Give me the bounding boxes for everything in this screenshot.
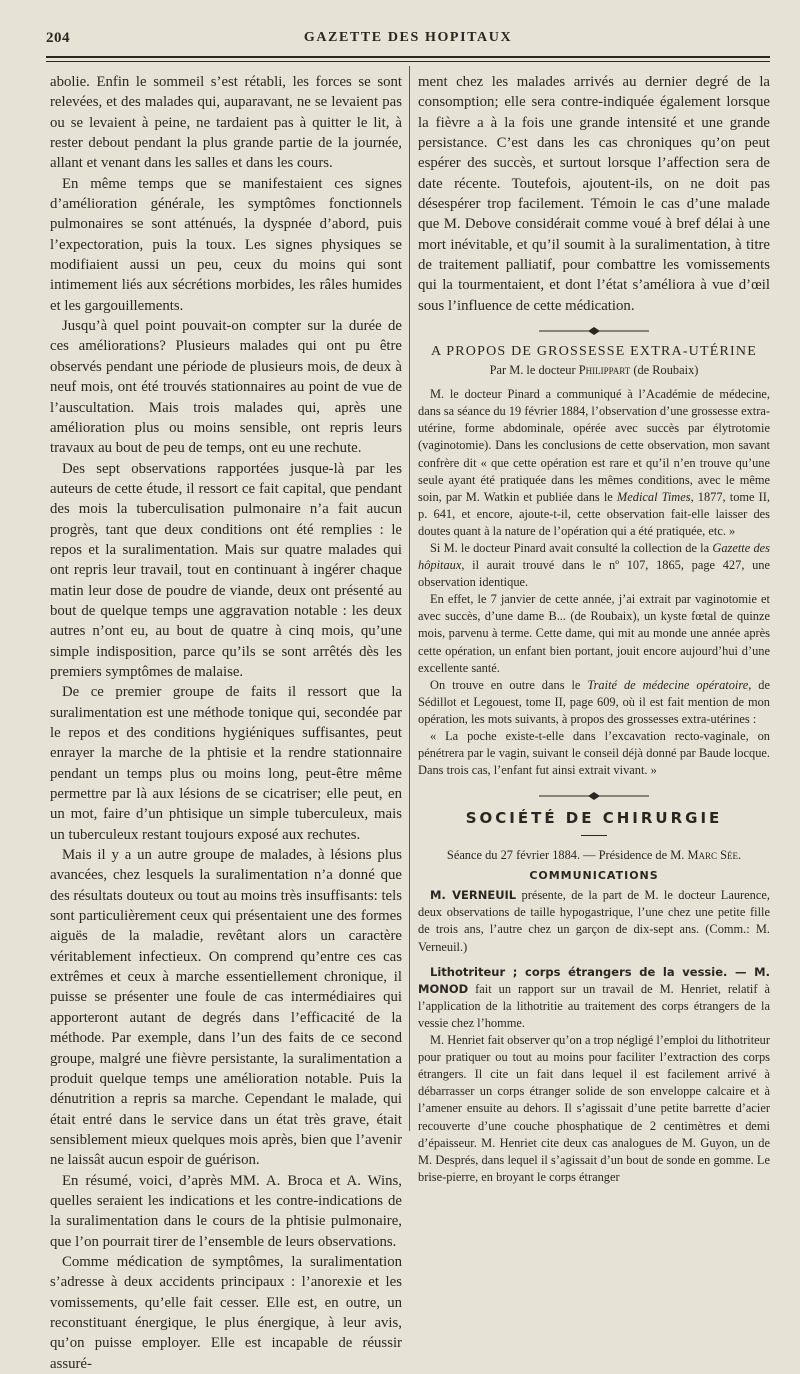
paragraph: abolie. Enfin le sommeil s’est rétabli, les forces se sont relevées, et des malades qui, auparavant, ne se levaient pas ou se levaient à peine, ne tardaient pas à quitter le lit, à rester debout pendant la plus grande partie de la journée, allant et venant dans les salles et dans les cours. — [50, 74, 402, 172]
paragraph: De ce premier groupe de faits il ressort que la suralimentation est une méthode tonique qui, secondée par le repos et des conditions hygiéniques suffisantes, peut enrayer la marche de la phtisie et la rendre stationnaire pendant un temps plus ou moins long, peut-être même permettre par là aux lésions de se cicatriser; elle peut, en un mot, faire d’un phtisique un simple tuberculeux, mais un tuberculeux restant toujours exposé aux rechutes. — [50, 684, 402, 843]
paragraph: Si M. le docteur Pinard avait consulté la collection de la Gazette des hôpitaux, il aurait trouvé dans le nº 107, 1865, page 427, une observation identique. — [418, 540, 770, 590]
header-rule-thick — [46, 56, 770, 58]
paragraph: On trouve en outre dans le Traité de médecine opératoire, de Sédillot et Legouest, tome II, page 609, où il est fait mention de mon opération, les mots suivants, à propos des grossesses extra-utérines : — [418, 677, 770, 726]
author-name: Philippart — [578, 363, 631, 378]
section-ornament — [539, 322, 649, 340]
paragraph: Comme médication de symptômes, la suralimentation s’adresse à deux accidents principaux : l’anorexie et les vomissements, qu’elle fait cesser. Elle est, en outre, un reconstituant énergique, le plus énergique, à leur avis, qu’on puisse employer. Elle est incapable de réussir assuré- — [50, 1253, 402, 1372]
paragraph: Jusqu’à quel point pouvait-on compter sur la durée de ces améliorations? Plusieurs malades qui ont pu être observés pendant une période de plusieurs mois, de deux à neuf mois, ont été trouvés stationnaires au point de vue de l’auscultation. Mais trois malades qui, après une amélioration plus ou moins sensible, ont repris leurs travaux au bout de peu de temps, ont eu une rechute. — [50, 318, 402, 457]
header-rule-thin — [46, 61, 770, 62]
page-number: 204 — [46, 30, 70, 46]
paragraph: Des sept observations rapportées jusque-là par les auteurs de cette étude, il ressort ce fait capital, que pendant des mois la tuberculisation pulmonaire n’a fait aucun progrès, tant que deux conditions ont été remplies : le repos et la suralimentation. Mais sur quatre malades qui ont repris leur travail, tout en continuant à ingérer chaque matin leur dose de poudre de viande, deux ont présenté au bout de quelque temps une aggravation notable : les deux autres n’ont eu, au bout de quatre à cinq mois, qu’une simple indisposition, parce qu’ils se sont arrêtés dès les premiers symptômes de malaise. — [50, 460, 402, 680]
page-header — [46, 30, 770, 52]
paragraph: M. le docteur Pinard a communiqué à l’Académie de médecine, dans sa séance du 19 février 1884, l’observation d’une grossesse extra-utérine, forme abdominale, opérée avec succès par élytrotomie (vaginotomie). Dans les conclusions de cette observation, mon savant confrère dit « que cette opération est rare et qu’il n’en trouve qu’une seule ayant été pratiquée dans les mêmes conditions, avec le même soin, par M. Watkin et publiée dans le Medical Times, 1877, tome II, p. 641, et encore, ajoute-t-il, cette observation fait-elle laisser des doutes quant à la nature de l’opération qui a été pratiquée, etc. » — [418, 387, 770, 538]
paragraph: M. VERNEUIL présente, de la part de M. le docteur Laurence, deux observations de taille hypogastrique, l’une chez une petite fille de trois ans, l’autre chez un garçon de dix-sept ans. (Comm.: M. Verneuil.) — [418, 888, 770, 954]
paragraph: ment chez les malades arrivés au dernier degré de la consomption; elle sera contre-indiquée également lorsque la fièvre a à la fois une grande intensité et une grande persistance. C’est dans les cas chroniques qu’on peut espérer des succès, et surtout lorsque l’affection sera de date récente. Toutefois, ajoutent-ils, on ne doit pas désespérer trop facilement. Témoin le cas d’une malade que M. Debove considérait comme voué à bref délai à une mort inévitable, et qu’il soumit à la suralimentation, à titre de traitement palliatif, pour combattre les vomissements qui la tourmentaient, et dont l’état s’améliora à vue d’œil sous l’influence de cette médication. — [418, 74, 770, 314]
paragraph: Mais il y a un autre groupe de malades, à lésions plus avancées, chez lesquels la suralimentation n’a donné que des résultats douteux ou tout au moins très insuffisants: tels sont particulièrement ceux qui présentaient une des formes aiguës de la maladie, revêtant alors un caractère véritablement infectieux. On comprend qu’entre ces cas extrêmes et ceux à marche essentiellement chronique, il puisse se présenter une foule de cas intermédiaires qui apporteront autant de degrés dans l’efficacité de la méthode. Par exemple, dans l’un des faits de ce second groupe, malgré une fièvre persistante, la suralimentation a produit quelque temps une amélioration notable. Puis la dénutrition a repris sa marche. Cependant le malade, qui était entré dans le service dans un état très grave, était sensiblement mieux quelques mois après, bien que l’avenir ne laissât aucun espoir de guérison. — [50, 847, 402, 1169]
paragraph: En résumé, voici, d’après MM. A. Broca et A. Wins, quelles seraient les indications et les contre-indications de la suralimentation dans le cours de la phtisie pulmonaire, que l’on pourrait tirer de l’ensemble de leurs observations. — [50, 1172, 402, 1250]
paragraph: M. Henriet fait observer qu’on a trop négligé l’emploi du lithotriteur pour pratiquer ou tout au moins pour faciliter l’extraction des corps étrangers. Il cite un fait dans lequel il est facilement arrivé à débarrasser un corps étranger solide de son enveloppe calcaire et à l’amener ensuite au dehors. Il s’agissait d’une petite barrette d’acier recouverte d’une couche phosphatique de 2 centimètres et demi d’épaisseur. M. Henriet cite deux cas analogues de M. Guyon, un de M. Després, dans lequel il s’agissait d’un bout de sonde en gomme. Le brise-pierre, en broyant le corps étranger — [418, 1033, 770, 1184]
right-column — [418, 72, 770, 1186]
section-title: SOCIÉTÉ DE CHIRURGIE — [465, 809, 723, 828]
section-ornament — [539, 787, 649, 805]
paragraph: Lithotriteur ; corps étrangers de la vessie. — M. MONOD fait un rapport sur un travail de M. Henriet, relatif à l’application de la lithotritie au traitement des corps étrangers de la vessie chez l’homme. — [418, 964, 770, 1030]
paragraph: En même temps que se manifestaient ces signes d’amélioration générale, les symptômes fonctionnels pulmonaires se sont atténués, la dyspnée d’abord, puis l’expectoration, puis la toux. Les signes physiques se modifiaient aussi un peu, ceux du moins qui sont intimement liés aux sécrétions morbides, les râles humides et les gargouillements. — [50, 175, 402, 314]
society-body — [418, 887, 770, 1186]
column-divider — [409, 66, 410, 1131]
paragraph: En effet, le 7 janvier de cette année, j’ai extrait par vaginotomie et avec succès, d’une dame B... (de Roubaix), un kyste fœtal de quinze mois, parvenu à terme. Cette dame, qui mit au monde une année après cette opération, un enfant bien portant, jouit encore aujourd’hui d’une excellente santé. — [418, 592, 770, 675]
communications-heading: COMMUNICATIONS — [529, 869, 659, 883]
title-rule — [581, 835, 607, 836]
paragraph: « La poche existe-t-elle dans l’excavation recto-vaginale, on pénétrera par le vagin, suivant le conseil déjà donné par Baude locque. Dans trois cas, l’enfant fut ainsi extrait vivant. » — [418, 729, 770, 778]
seance-line: Séance du 27 février 1884. — Présidence de M. Marc Sée. — [446, 848, 742, 863]
article-title: A PROPOS DE GROSSESSE EXTRA-UTÉRINE — [431, 344, 757, 360]
article-body — [418, 386, 770, 779]
left-column — [50, 72, 402, 1374]
running-title: GAZETTE DES HOPITAUX — [303, 30, 513, 45]
article-byline: Par M. le docteur Philippart (de Roubaix) — [489, 363, 699, 378]
